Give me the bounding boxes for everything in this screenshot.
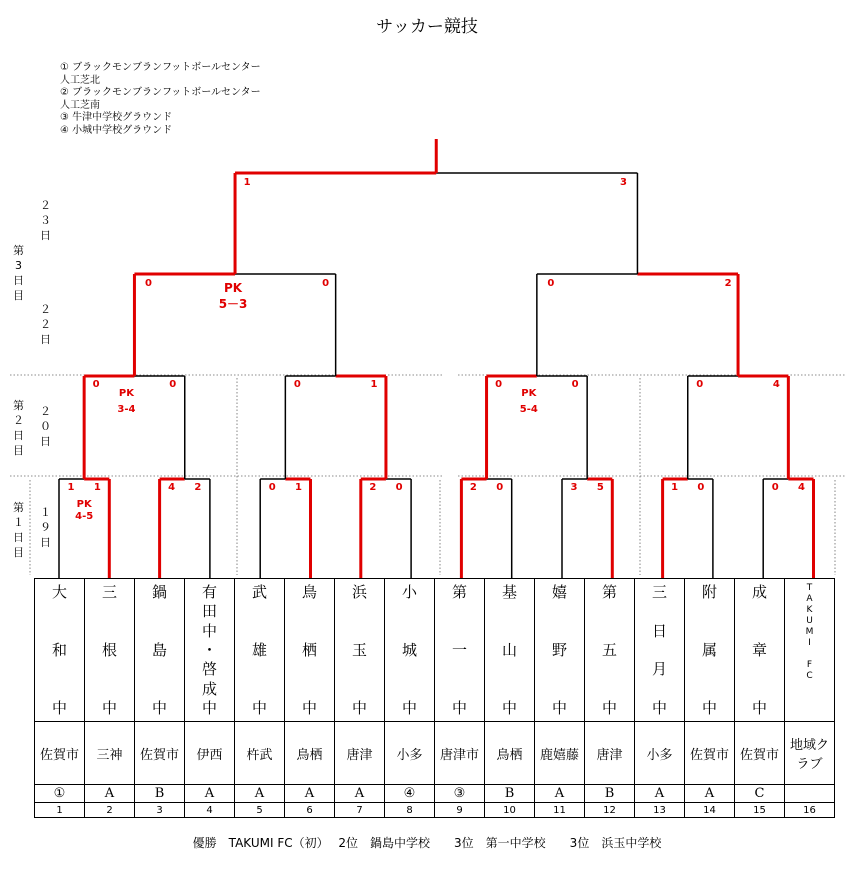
team-name xyxy=(585,579,634,717)
team-city: 小多 xyxy=(635,722,685,785)
team-city: 伊西 xyxy=(185,722,235,785)
score-label: 0 xyxy=(571,379,579,390)
team-name-cell xyxy=(85,579,135,722)
team-name-char: 中 xyxy=(751,699,767,717)
team-name-char: 雄 xyxy=(251,641,267,659)
team-name-char: M xyxy=(805,627,814,637)
score-label: 0 xyxy=(322,278,330,289)
team-name xyxy=(485,579,534,717)
team-name-cell xyxy=(285,579,335,722)
team-name-char: 中 xyxy=(51,699,67,717)
pk-label: PK xyxy=(118,388,134,399)
score-label: 0 xyxy=(496,482,504,493)
score-label: 0 xyxy=(696,379,704,390)
team-name xyxy=(35,579,84,717)
team-name-char: 鍋 xyxy=(151,583,167,601)
team-name-char: 根 xyxy=(101,641,117,659)
team-name-char: 中 xyxy=(401,699,417,717)
score-label: 4 xyxy=(798,482,805,493)
team-name-char: 鳥 xyxy=(301,583,317,601)
team-name-char: 成 xyxy=(201,679,217,698)
team-number: 4 xyxy=(185,803,235,818)
team-name-cell xyxy=(735,579,785,722)
team-name xyxy=(635,579,684,717)
team-venue xyxy=(785,785,835,803)
team-name-row xyxy=(35,579,835,722)
team-name-char: 中 xyxy=(551,699,567,717)
team-name-char: 基 xyxy=(501,583,517,601)
team-name-char: 第 xyxy=(601,583,617,601)
team-venue: A xyxy=(85,785,135,803)
team-name-char: 大 xyxy=(51,583,67,601)
score-label: 2 xyxy=(194,482,202,493)
team-city: 鳥栖 xyxy=(285,722,335,785)
team-name-cell xyxy=(785,579,835,722)
team-name-char: 中 xyxy=(201,698,217,717)
team-name-char: 中 xyxy=(201,621,217,640)
team-city: 唐津 xyxy=(335,722,385,785)
score-label: 0 xyxy=(92,379,100,390)
team-name xyxy=(135,579,184,717)
team-name-char: 中 xyxy=(651,698,667,717)
day3-23-label: ２ ３ 日 xyxy=(40,199,51,242)
team-name xyxy=(535,579,584,717)
team-name-char: 中 xyxy=(701,699,717,717)
team-number: 11 xyxy=(535,803,585,818)
team-venue: ④ xyxy=(385,785,435,803)
team-name-char: 城 xyxy=(401,641,417,659)
score-label: 0 xyxy=(697,482,705,493)
venue-line: 人工芝南 xyxy=(60,99,100,111)
team-name-cell xyxy=(585,579,635,722)
team-name-char: 三 xyxy=(651,583,667,601)
final-results: 優勝 TAKUMI FC（初） 2位 鍋島中学校 3位 第一中学校 3位 浜玉中学校 xyxy=(192,836,662,850)
team-name-cell xyxy=(485,579,535,722)
team-venue: A xyxy=(235,785,285,803)
team-number: 14 xyxy=(685,803,735,818)
team-number: 5 xyxy=(235,803,285,818)
team-name-char: 浜 xyxy=(351,583,367,601)
team-name-char: 玉 xyxy=(351,641,367,659)
team-name-char: 山 xyxy=(501,641,517,659)
score-label: 0 xyxy=(293,379,301,390)
team-name-char: F xyxy=(806,660,813,670)
team-venue: A xyxy=(685,785,735,803)
team-city: 地域クラブ xyxy=(785,722,835,785)
team-name-char: T xyxy=(806,583,813,593)
page-title: サッカー競技 xyxy=(376,17,478,37)
team-number: 7 xyxy=(335,803,385,818)
score-label: 2 xyxy=(724,278,732,289)
day2-label: 第 ２ 日 目 xyxy=(13,399,24,457)
team-name xyxy=(685,579,734,717)
day1-19-label: １ ９ 日 xyxy=(40,506,51,549)
team-number: 9 xyxy=(435,803,485,818)
pk-label: PK xyxy=(224,281,243,295)
team-name-char: 武 xyxy=(251,583,267,601)
team-city: 小多 xyxy=(385,722,435,785)
score-label: 2 xyxy=(469,482,477,493)
score-label: 0 xyxy=(547,278,555,289)
team-name-char: 小 xyxy=(401,583,417,601)
team-venue: B xyxy=(585,785,635,803)
team-name xyxy=(785,579,834,717)
team-name xyxy=(185,579,234,717)
team-table xyxy=(34,578,835,818)
team-name-char: 野 xyxy=(551,641,567,659)
venue-line: ② ブラックモンブランフットボールセンター xyxy=(60,87,261,98)
team-number: 2 xyxy=(85,803,135,818)
team-venue: A xyxy=(635,785,685,803)
team-name-char: 和 xyxy=(51,641,67,659)
score-label: 5 xyxy=(596,482,604,493)
team-name-char: 中 xyxy=(501,699,517,717)
score-label: 1 xyxy=(243,177,251,188)
team-name-char: 中 xyxy=(451,699,467,717)
score-label: 1 xyxy=(295,482,302,493)
score-label: 0 xyxy=(395,482,403,493)
team-name-char: 有 xyxy=(201,583,217,601)
team-venue: ① xyxy=(35,785,85,803)
team-name-char: 日 xyxy=(651,621,667,640)
day3-22-label: ２ ２ 日 xyxy=(40,303,51,346)
team-name-char: C xyxy=(806,671,813,681)
team-number: 3 xyxy=(135,803,185,818)
score-label: 0 xyxy=(771,482,779,493)
team-name-char: 三 xyxy=(101,583,117,601)
team-name-cell xyxy=(35,579,85,722)
team-venue: A xyxy=(185,785,235,803)
team-name-char: 成 xyxy=(751,583,767,601)
score-label: 0 xyxy=(495,379,503,390)
team-number: 10 xyxy=(485,803,535,818)
team-city: 鹿嬉藤 xyxy=(535,722,585,785)
team-venue: B xyxy=(485,785,535,803)
score-label: 1 xyxy=(370,379,378,390)
score-label: 4 xyxy=(168,482,176,493)
score-label: 3 xyxy=(619,177,627,188)
team-city: 杵武 xyxy=(235,722,285,785)
team-venue: A xyxy=(335,785,385,803)
team-name-char: 中 xyxy=(101,699,117,717)
team-city: 唐津市 xyxy=(435,722,485,785)
team-name-cell xyxy=(185,579,235,722)
team-city: 鳥栖 xyxy=(485,722,535,785)
team-name-cell xyxy=(685,579,735,722)
pk-label: PK xyxy=(521,388,537,399)
team-name-char: 栖 xyxy=(301,641,317,659)
team-name-cell xyxy=(435,579,485,722)
team-name xyxy=(735,579,784,717)
team-name-char: 五 xyxy=(601,641,617,659)
score-label: 0 xyxy=(169,379,177,390)
team-name-char: 嬉 xyxy=(551,583,567,601)
team-name-char: ・ xyxy=(201,640,217,659)
team-name-cell xyxy=(335,579,385,722)
team-name-cell xyxy=(535,579,585,722)
venue-line: ④ 小城中学校グラウンド xyxy=(60,124,173,136)
team-number-row xyxy=(35,803,835,818)
team-name-char: 中 xyxy=(251,699,267,717)
team-number: 6 xyxy=(285,803,335,818)
venue-line: ③ 牛津中学校グラウンド xyxy=(60,112,173,123)
team-name xyxy=(235,579,284,717)
team-name-char: 月 xyxy=(651,660,667,679)
team-number: 13 xyxy=(635,803,685,818)
score-label: 1 xyxy=(671,482,679,493)
team-name-cell xyxy=(385,579,435,722)
score-label: 3 xyxy=(570,482,578,493)
team-city-row xyxy=(35,722,835,785)
team-number: 8 xyxy=(385,803,435,818)
score-label: 0 xyxy=(144,278,152,289)
pk-label: PK xyxy=(76,499,92,510)
team-name xyxy=(335,579,384,717)
team-name-char: 附 xyxy=(701,583,717,601)
team-venue: B xyxy=(135,785,185,803)
team-name-char: 島 xyxy=(151,641,167,659)
team-city: 佐賀市 xyxy=(685,722,735,785)
team-venue-row xyxy=(35,785,835,803)
pk-label: 5－3 xyxy=(218,297,248,311)
team-name-char: 一 xyxy=(451,641,467,659)
venue-line: ① ブラックモンブランフットボールセンター xyxy=(60,62,261,73)
team-city: 佐賀市 xyxy=(35,722,85,785)
day3-label: 第 3 日 目 xyxy=(13,244,24,302)
team-name-char: 中 xyxy=(151,699,167,717)
team-number: 12 xyxy=(585,803,635,818)
venue-line: 人工芝北 xyxy=(60,74,100,86)
team-number: 16 xyxy=(785,803,835,818)
team-name-char: 中 xyxy=(301,699,317,717)
team-name xyxy=(435,579,484,717)
team-name-char: 啓 xyxy=(201,660,217,679)
team-name-char: 属 xyxy=(701,641,717,659)
score-label: 1 xyxy=(67,482,75,493)
team-venue: ③ xyxy=(435,785,485,803)
team-city: 佐賀市 xyxy=(735,722,785,785)
team-name xyxy=(85,579,134,717)
team-name-char: 中 xyxy=(351,699,367,717)
score-label: 1 xyxy=(93,482,101,493)
pk-label: 5-4 xyxy=(519,404,538,415)
pk-label: 3-4 xyxy=(117,404,136,415)
team-name xyxy=(285,579,334,717)
day1-label: 第 １ 日 目 xyxy=(13,501,24,559)
team-name-char: I xyxy=(808,638,811,648)
team-name-char: 章 xyxy=(751,641,767,659)
team-venue: C xyxy=(735,785,785,803)
team-name-cell xyxy=(635,579,685,722)
team-number: 1 xyxy=(35,803,85,818)
team-number: 15 xyxy=(735,803,785,818)
score-label: 0 xyxy=(268,482,276,493)
team-name-cell xyxy=(235,579,285,722)
team-name-char: U xyxy=(806,616,813,626)
team-name-char: 第 xyxy=(451,583,467,601)
team-venue: A xyxy=(285,785,335,803)
pk-label: 4-5 xyxy=(75,511,94,522)
team-venue: A xyxy=(535,785,585,803)
team-city: 唐津 xyxy=(585,722,635,785)
day2-20-label: ２ ０ 日 xyxy=(40,405,51,448)
team-name-cell xyxy=(135,579,185,722)
team-name-char: K xyxy=(806,605,813,615)
team-name xyxy=(385,579,434,717)
team-city: 三神 xyxy=(85,722,135,785)
team-city: 佐賀市 xyxy=(135,722,185,785)
team-name-char: A xyxy=(806,594,813,604)
team-name-char: 中 xyxy=(601,699,617,717)
team-name-char xyxy=(785,649,834,660)
score-label: 2 xyxy=(369,482,377,493)
team-name-char: 田 xyxy=(201,602,217,621)
score-label: 4 xyxy=(772,379,780,390)
